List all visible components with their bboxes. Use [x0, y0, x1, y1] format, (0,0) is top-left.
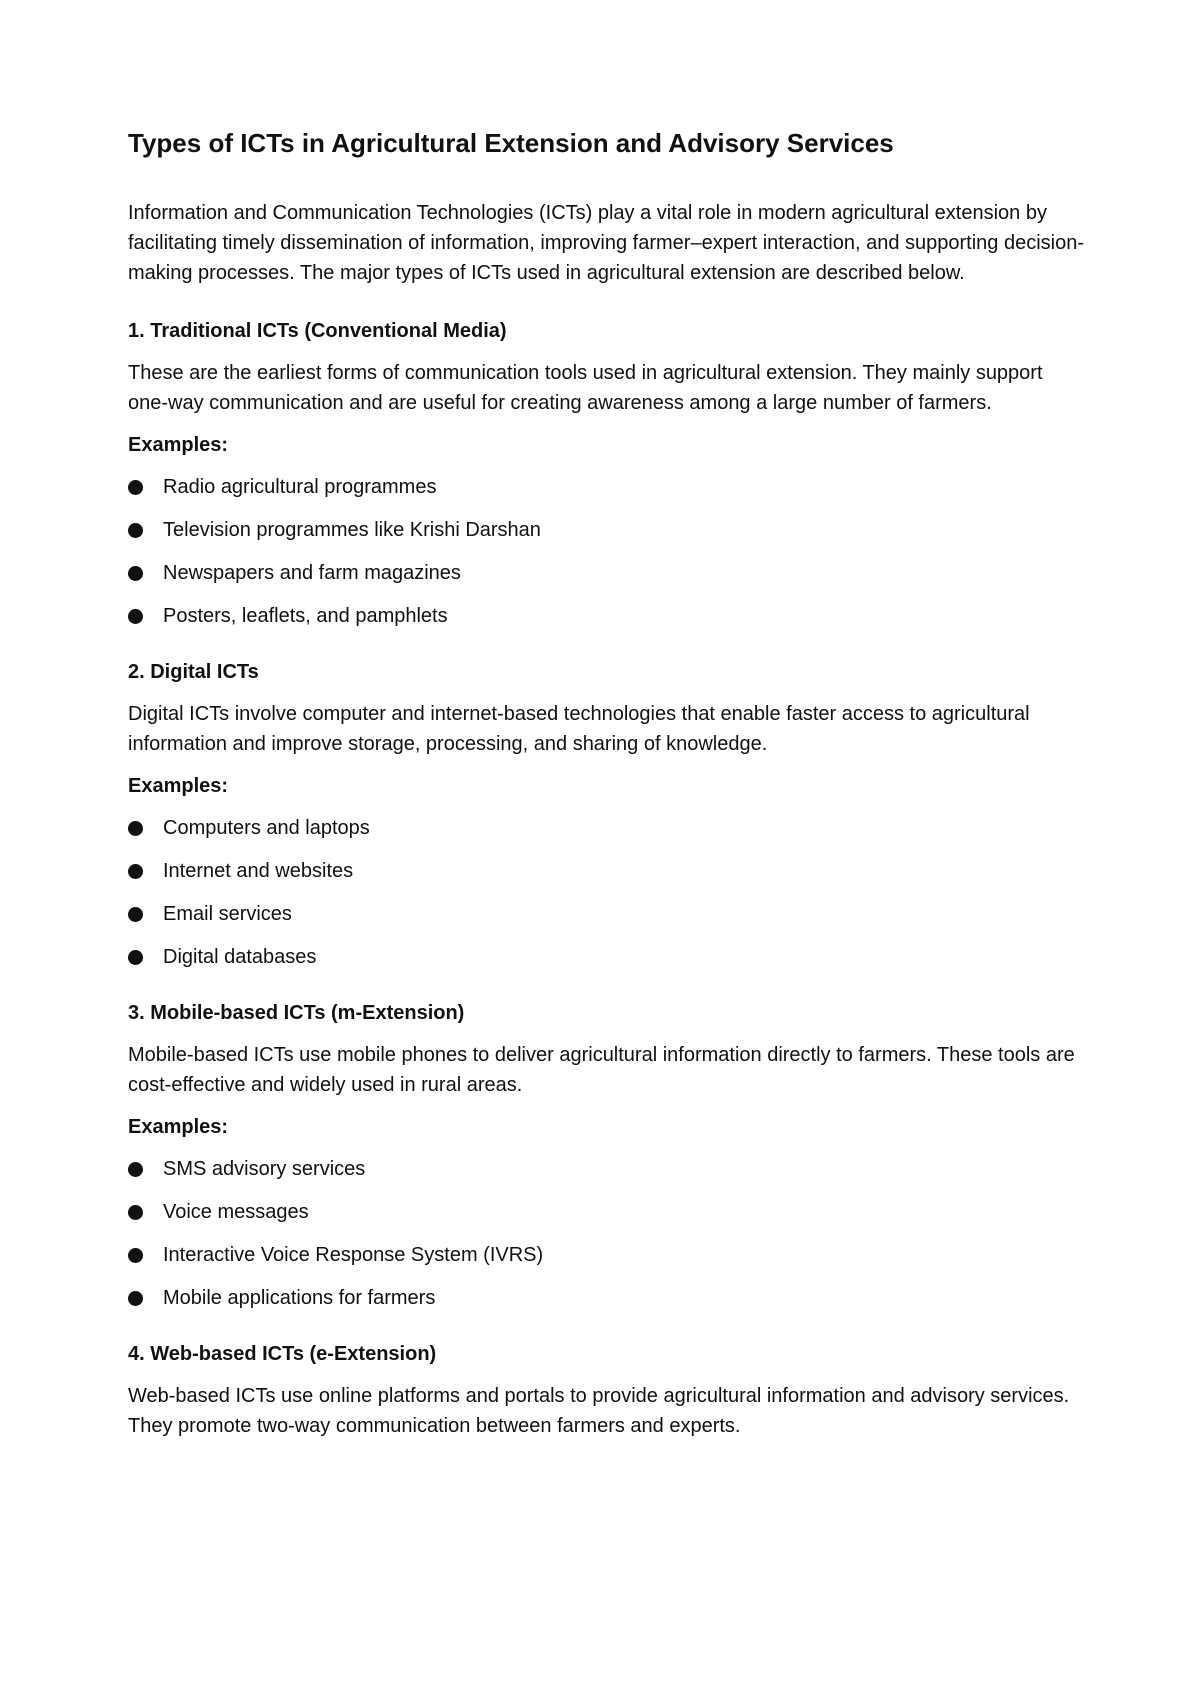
list-item-text: Internet and websites: [163, 860, 354, 882]
list-item: [128, 899, 1088, 929]
section-web-icts: [128, 1339, 1088, 1441]
section-body: These are the earliest forms of communication tools used in agricultural extension. They mainly support one-way communication and are useful for creating awareness among a large number of farmers.: [128, 362, 1043, 414]
examples-list: [128, 1154, 1088, 1313]
list-item: [128, 1240, 1088, 1270]
examples-label: Examples:: [128, 1116, 229, 1138]
bullet-icon: [128, 1162, 143, 1177]
list-item: [128, 942, 1088, 972]
list-item: [128, 515, 1088, 545]
bullet-icon: [128, 1205, 143, 1220]
list-item: [128, 856, 1088, 886]
section-traditional-icts: [128, 316, 1088, 631]
examples-list: [128, 813, 1088, 972]
bullet-icon: [128, 1248, 143, 1263]
bullet-icon: [128, 950, 143, 965]
section-mobile-icts: [128, 998, 1088, 1313]
document-title: Types of ICTs in Agricultural Extension and Advisory Services: [128, 128, 894, 158]
list-item: [128, 813, 1088, 843]
bullet-icon: [128, 480, 143, 495]
list-item-text: Voice messages: [163, 1201, 309, 1223]
list-item-text: Posters, leaflets, and pamphlets: [163, 605, 448, 627]
list-item-text: Radio agricultural programmes: [163, 476, 437, 498]
list-item-text: Computers and laptops: [163, 817, 370, 839]
section-heading: 2. Digital ICTs: [128, 661, 259, 683]
section-heading: 4. Web-based ICTs (e-Extension): [128, 1343, 437, 1365]
list-item: [128, 1283, 1088, 1313]
bullet-icon: [128, 1291, 143, 1306]
bullet-icon: [128, 864, 143, 879]
list-item: [128, 1197, 1088, 1227]
bullet-icon: [128, 609, 143, 624]
bullet-icon: [128, 566, 143, 581]
bullet-icon: [128, 821, 143, 836]
section-digital-icts: [128, 657, 1088, 972]
examples-list: [128, 472, 1088, 631]
bullet-icon: [128, 907, 143, 922]
list-item: [128, 558, 1088, 588]
list-item-text: Email services: [163, 903, 292, 925]
section-body: Digital ICTs involve computer and internet-based technologies that enable faster access to agricultural information and improve storage, processing, and sharing of knowledge.: [128, 703, 1030, 755]
list-item-text: Newspapers and farm magazines: [163, 562, 461, 584]
list-item-text: Digital databases: [163, 946, 317, 968]
list-item: [128, 601, 1088, 631]
list-item-text: SMS advisory services: [163, 1158, 366, 1180]
list-item: [128, 472, 1088, 502]
list-item-text: Television programmes like Krishi Darshan: [163, 519, 541, 541]
bullet-icon: [128, 523, 143, 538]
section-heading: 3. Mobile-based ICTs (m-Extension): [128, 1002, 465, 1024]
section-body: Web-based ICTs use online platforms and portals to provide agricultural information and advisory services. They promote two-way communication between farmers and experts.: [128, 1385, 1070, 1437]
examples-label: Examples:: [128, 775, 229, 797]
examples-label: Examples:: [128, 434, 229, 456]
intro-paragraph: Information and Communication Technologies (ICTs) play a vital role in modern agricultural extension by facilitating timely dissemination of information, improving farmer–expert interaction, and supporting decision-making processes. The major types of ICTs used in agricultural extension are described below.: [128, 202, 1085, 284]
list-item-text: Interactive Voice Response System (IVRS): [163, 1244, 544, 1266]
document-page: [128, 124, 1088, 1453]
section-body: Mobile-based ICTs use mobile phones to deliver agricultural information directly to farmers. These tools are cost-effective and widely used in rural areas.: [128, 1044, 1075, 1096]
list-item-text: Mobile applications for farmers: [163, 1287, 436, 1309]
section-heading: 1. Traditional ICTs (Conventional Media): [128, 320, 507, 342]
list-item: [128, 1154, 1088, 1184]
